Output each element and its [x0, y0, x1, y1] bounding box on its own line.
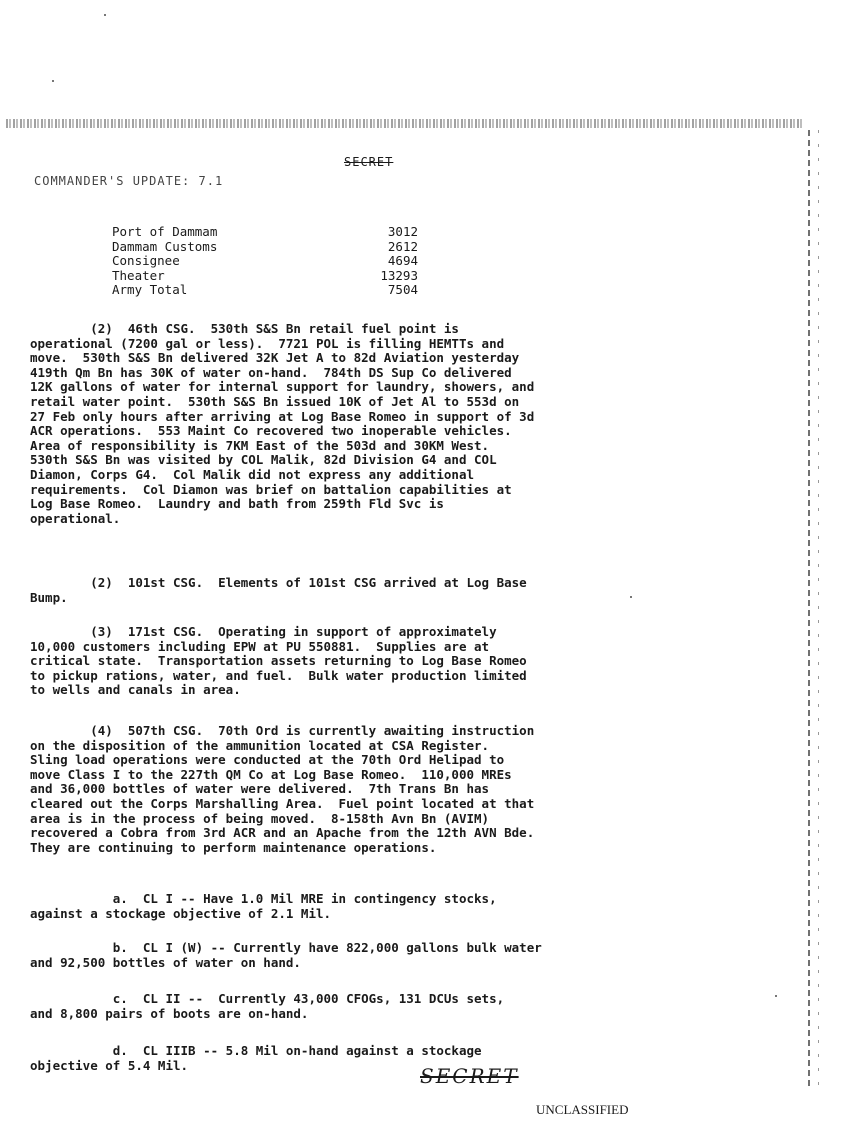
table-label: Army Total: [112, 282, 188, 297]
classification-handwritten: SECRET: [420, 1064, 519, 1088]
table-row: [112, 283, 418, 298]
page-title: COMMANDER'S UPDATE: 7.1: [34, 174, 224, 188]
scan-edge-line-secondary: [818, 130, 819, 1090]
paragraph-46th-csg: (2) 46th CSG. 530th S&S Bn retail fuel point is operational (7200 gal or less). 7721 POL is filling HEMTTs and move. 530th S&S Bn delivered 32K Jet A to 82d Aviation yesterday 419th Qm Bn has 30K of water on-hand. 784th DS Sup Co delivered 12K gallons of water for internal support for laundry, showers, and retail water point. 530th S&S Bn issued 10K of Jet Al to 553d on 27 Feb only hours after arriving at Log Base Romeo in support of 3d ACR operations. 553 Maint Co recovered two inoperable vehicles. Area of responsibility is 7KM East of the 503d and 30KM West. 530th S&S Bn was visited by COL Malik, 82d Division G4 and COL Diamon, Corps G4. Col Malik did not express any additional requirements. Col Diamon was brief on battalion capabilities at Log Base Romeo. Laundry and bath from 259th Fld Svc is operational.: [30, 321, 535, 526]
classification-top: SECRET: [344, 155, 394, 169]
table-value: 2612: [387, 238, 418, 254]
paragraph-171st-csg: (3) 171st CSG. Operating in support of approximately 10,000 customers including EPW at PU 550881. Supplies are at critical state. Transportation assets returning to Log Base Romeo to pickup rations, water, and fuel. Bulk water production limited to wells and canals in area.: [30, 624, 527, 698]
table-value: 3012: [387, 224, 418, 239]
table-row: [112, 269, 418, 284]
unclassified-stamp: UNCLASSIFIED: [536, 1102, 629, 1117]
paragraph-507th-csg: (4) 507th CSG. 70th Ord is currently awaiting instruction on the disposition of the ammunition located at CSA Register. Sling load operations were conducted at the 70th Ord Helipad to move Class I to the 227th QM Co at Log Base Romeo. 110,000 MREs and 36,000 bottles of water were delivered. 7th Trans Bn has cleared out the Corps Marshalling Area. Fuel point located at that area is in the process of being moved. 8-158th Avn Bn (AVIM) recovered a Cobra from 3rd ACR and an Apache from the 12th AVN Bde. They are continuing to perform maintenance operations.: [30, 723, 535, 855]
sub-item-cl-i-water: b. CL I (W) -- Currently have 822,000 gallons bulk water and 92,500 bottles of water on hand.: [30, 940, 542, 970]
sub-item-cl-ii: c. CL II -- Currently 43,000 CFOGs, 131 DCUs sets, and 8,800 pairs of boots are on-hand.: [30, 991, 505, 1021]
table-value: 13293: [380, 267, 418, 283]
sub-item-cl-i: a. CL I -- Have 1.0 Mil MRE in contingency stocks, against a stockage objective of 2.1 Mil.: [30, 891, 497, 921]
scan-speck: [775, 995, 777, 997]
sub-item-cl-iiib: d. CL IIIB -- 5.8 Mil on-hand against a stockage objective of 5.4 Mil.: [30, 1043, 482, 1073]
table-row: [112, 240, 418, 255]
scan-edge-line: [808, 130, 810, 1090]
table-row: [112, 225, 418, 240]
table-label: Theater: [112, 267, 165, 283]
scan-speck: [104, 14, 106, 16]
table-label: Consignee: [112, 253, 180, 268]
table-label: Dammam Customs: [112, 238, 218, 254]
water-table: [112, 225, 418, 298]
table-label: Port of Dammam: [112, 224, 218, 239]
paragraph-101st-csg: (2) 101st CSG. Elements of 101st CSG arrived at Log Base Bump.: [30, 575, 527, 605]
scan-speck: [52, 80, 54, 82]
scan-noise-band: [6, 119, 802, 128]
table-row: [112, 254, 418, 269]
table-value: 7504: [387, 282, 418, 297]
table-value: 4694: [387, 253, 418, 268]
